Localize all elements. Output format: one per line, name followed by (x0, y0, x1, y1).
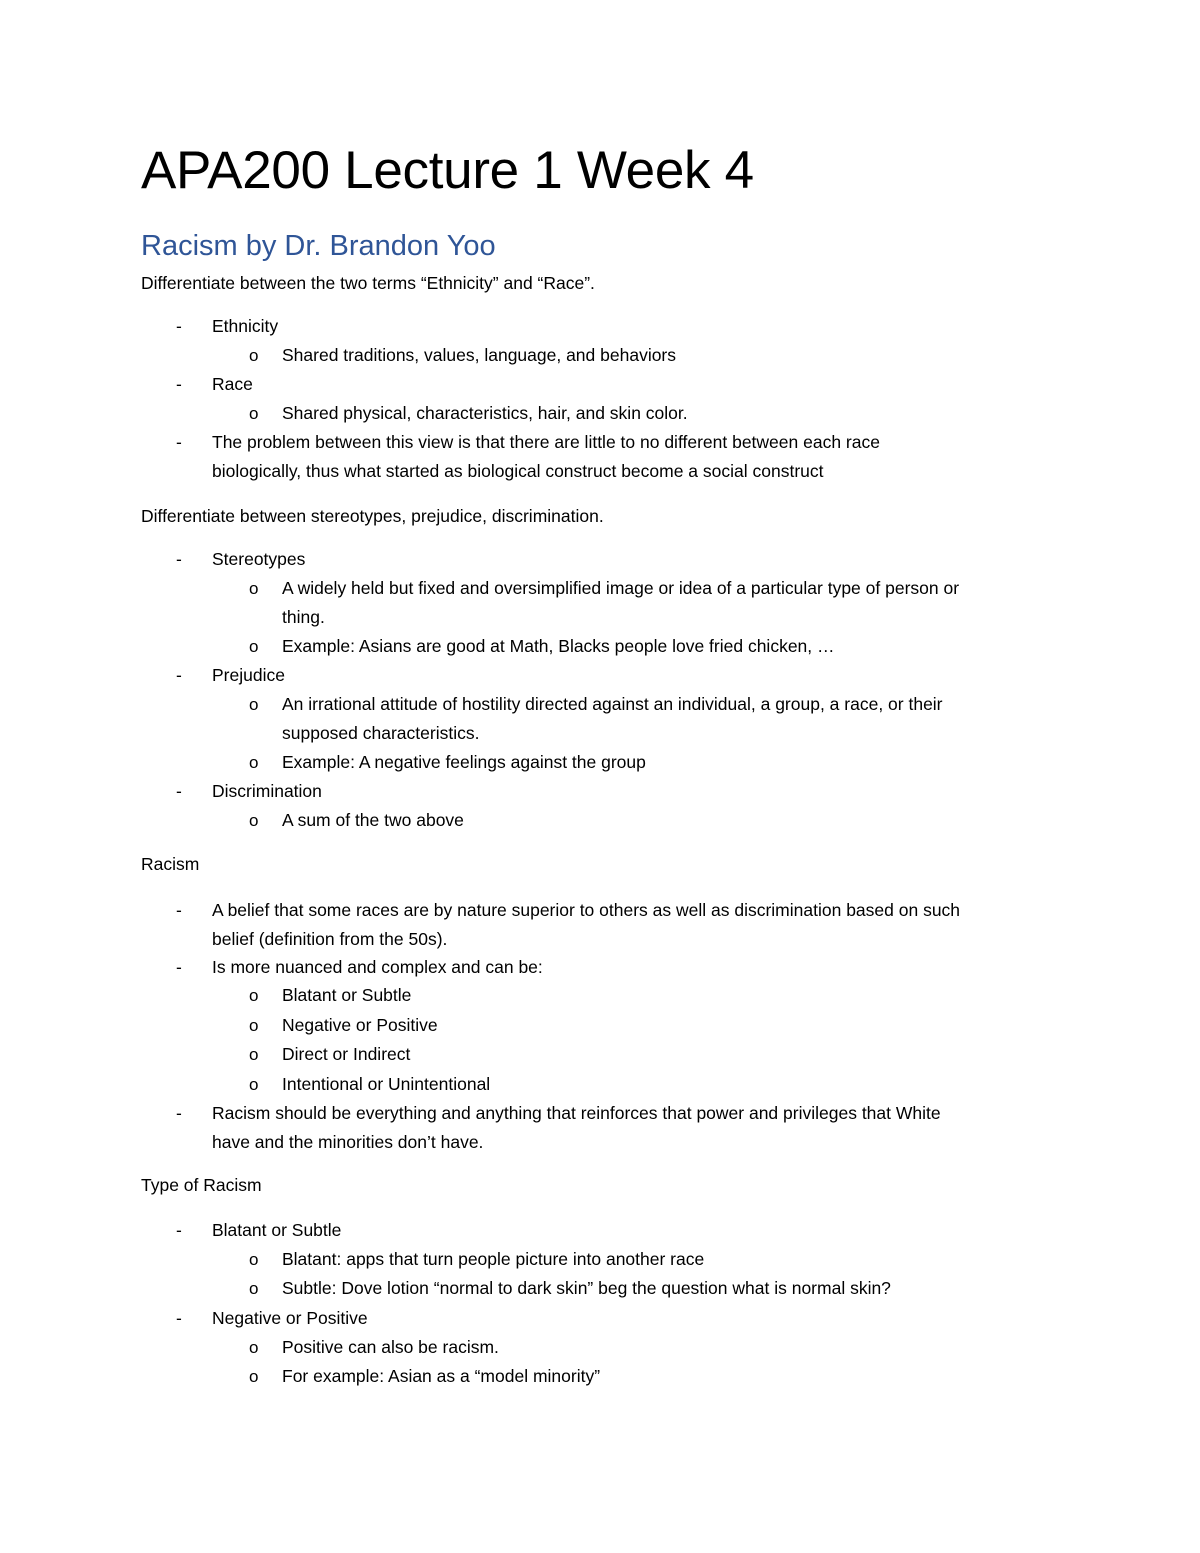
list-item-text: Is more nuanced and complex and can be: (212, 957, 543, 977)
bullet-marker: o (249, 404, 259, 423)
sub-list-item-text: thing. (282, 607, 325, 627)
section-heading-type-of-racism: Type of Racism (141, 1175, 262, 1195)
dash-marker: - (176, 1220, 182, 1240)
section-heading-ethnicity-race: Differentiate between the two terms “Ethnicity” and “Race”. (141, 273, 595, 293)
sub-list-item-text: Blatant: apps that turn people picture into another race (282, 1249, 705, 1269)
sub-list-item-text: Example: Asians are good at Math, Blacks people love fried chicken, … (282, 636, 835, 656)
sub-list-item-text: Shared traditions, values, language, and behaviors (282, 345, 677, 365)
bullet-marker: o (249, 1016, 259, 1035)
sub-list-item-text: Direct or Indirect (282, 1044, 411, 1064)
bullet-marker: o (249, 753, 259, 772)
bullet-marker: o (249, 637, 259, 656)
page-subtitle: Racism by Dr. Brandon Yoo (141, 230, 496, 262)
sub-list-item-text: A sum of the two above (282, 810, 464, 830)
list-item-text: Negative or Positive (212, 1308, 368, 1328)
bullet-marker: o (249, 695, 259, 714)
sub-list-item-text: For example: Asian as a “model minority” (282, 1366, 601, 1386)
bullet-marker: o (249, 346, 259, 365)
list-item-text: Blatant or Subtle (212, 1220, 342, 1240)
list-item-text: Race (212, 374, 253, 394)
section-heading-racism: Racism (141, 854, 200, 874)
list-item-text: Discrimination (212, 781, 322, 801)
page-title: APA200 Lecture 1 Week 4 (141, 141, 754, 200)
bullet-marker: o (249, 1279, 259, 1298)
list-item-text: Racism should be everything and anything that reinforces that power and privileges that White (212, 1103, 941, 1123)
list-item-text: Ethnicity (212, 316, 279, 336)
sub-list-item-text: Subtle: Dove lotion “normal to dark skin” beg the question what is normal skin? (282, 1278, 891, 1298)
dash-marker: - (176, 665, 182, 685)
sub-list-item-text: An irrational attitude of hostility directed against an individual, a group, a race, or their (282, 694, 943, 714)
dash-marker: - (176, 374, 182, 394)
dash-marker: - (176, 316, 182, 336)
list-item-text: biologically, thus what started as biological construct become a social construct (212, 461, 824, 481)
bullet-marker: o (249, 1045, 259, 1064)
dash-marker: - (176, 781, 182, 801)
bullet-marker: o (249, 1338, 259, 1357)
list-item-text: belief (definition from the 50s). (212, 929, 448, 949)
dash-marker: - (176, 1103, 182, 1123)
sub-list-item-text: Positive can also be racism. (282, 1337, 499, 1357)
sub-list-item-text: Negative or Positive (282, 1015, 438, 1035)
list-item-text: have and the minorities don’t have. (212, 1132, 484, 1152)
bullet-marker: o (249, 1075, 259, 1094)
dash-marker: - (176, 900, 182, 920)
dash-marker: - (176, 549, 182, 569)
sub-list-item-text: A widely held but fixed and oversimplified image or idea of a particular type of person or (282, 578, 960, 598)
list-item-text: Stereotypes (212, 549, 306, 569)
list-item-text: A belief that some races are by nature superior to others as well as discrimination based on such (212, 900, 961, 920)
sub-list-item-text: supposed characteristics. (282, 723, 480, 743)
dash-marker: - (176, 957, 182, 977)
dash-marker: - (176, 1308, 182, 1328)
sub-list-item-text: Example: A negative feelings against the group (282, 752, 646, 772)
dash-marker: - (176, 432, 182, 452)
list-item-text: The problem between this view is that there are little to no different between each race (212, 432, 880, 452)
list-item-text: Prejudice (212, 665, 285, 685)
bullet-marker: o (249, 1250, 259, 1269)
bullet-marker: o (249, 579, 259, 598)
bullet-marker: o (249, 811, 259, 830)
section-heading-stereotypes: Differentiate between stereotypes, prejudice, discrimination. (141, 506, 604, 526)
bullet-marker: o (249, 1367, 259, 1386)
bullet-marker: o (249, 986, 259, 1005)
sub-list-item-text: Shared physical, characteristics, hair, and skin color. (282, 403, 688, 423)
sub-list-item-text: Intentional or Unintentional (282, 1074, 491, 1094)
sub-list-item-text: Blatant or Subtle (282, 985, 412, 1005)
